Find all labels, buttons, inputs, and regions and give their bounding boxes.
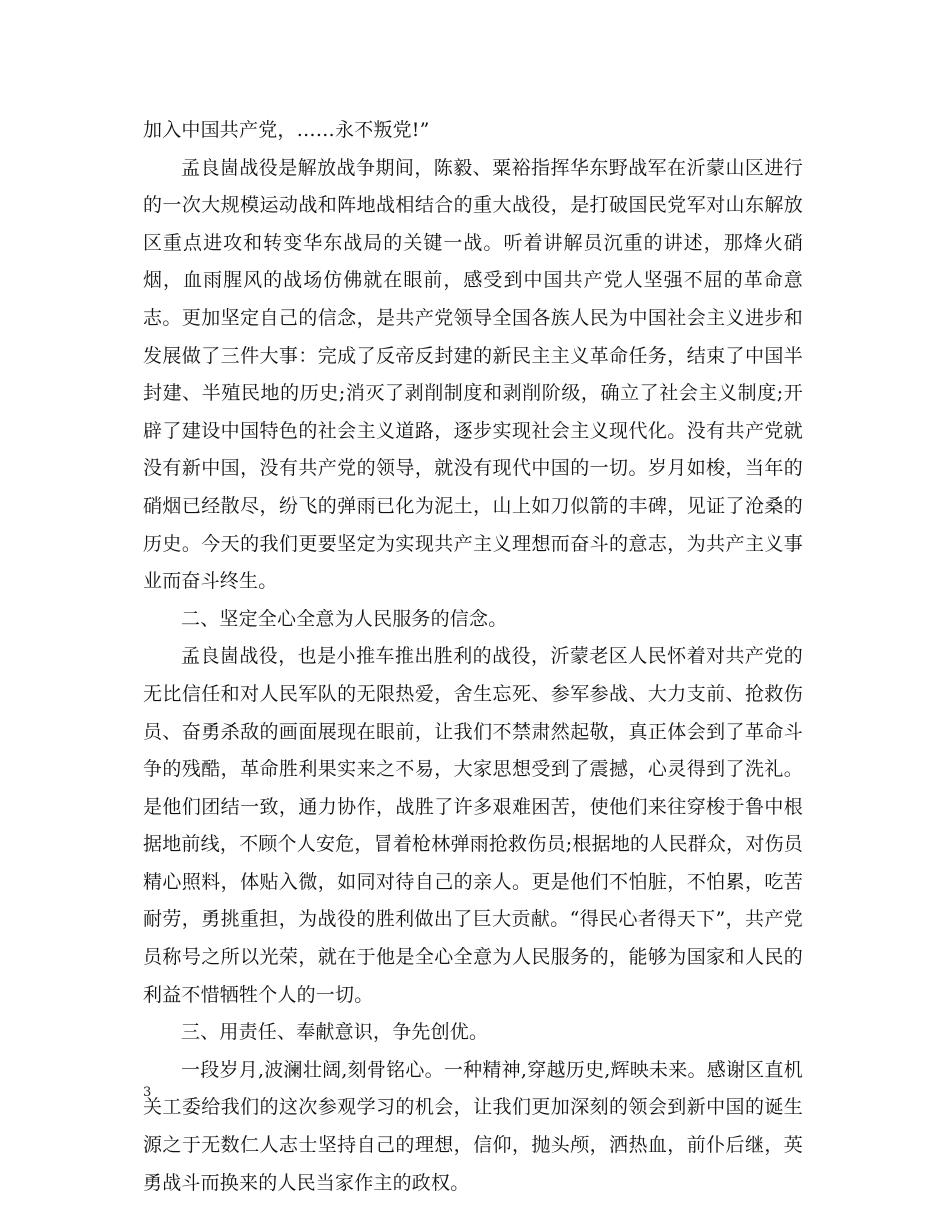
paragraph-closing: 一段岁月,波澜壮阔,刻骨铭心。一种精神,穿越历史,辉映未来。感谢区直机关工委给我们的这次参观学习的机会，让我们更加深刻的领会到新中国的诞生源之于无数仁人志士坚持自己的理想，信仰，抛头颅，洒热血，前仆后继，英勇战斗而换来的人民当家作主的政权。 xyxy=(143,1058,803,1194)
paragraph-menglianggu-battle: 孟良崮战役是解放战争期间，陈毅、粟裕指挥华东野战军在沂蒙山区进行的一次大规模运动战和阵地战相结合的重大战役，是打破国民党军对山东解放区重点进攻和转变华东战局的关键一战。听着讲解员沉重的讲述，那烽火硝烟，血雨腥风的战场仿佛就在眼前，感受到中国共产党人坚强不屈的革命意志。更加坚定自己的信念，是共产党领导全国各族人民为中国社会主义进步和发展做了三件大事：完成了反帝反封建的新民主主义革命任务，结束了中国半封建、半殖民地的历史;消灭了剥削制度和剥削阶级，确立了社会主义制度;开辟了建设中国特色的社会主义道路，逐步实现社会主义现代化。没有共产党就没有新中国，没有共产党的领导，就没有现代中国的一切。岁月如梭，当年的硝烟已经散尽，纷飞的弹雨已化为泥土，山上如刀似箭的丰碑，见证了沧桑的历史。今天的我们更要坚定为实现共产主义理想而奋斗的意志，为共产主义事业而奋斗终生。 xyxy=(143,156,803,593)
section-heading-two: 二、坚定全心全意为人民服务的信念。 xyxy=(181,607,508,630)
paragraph-continuation: 加入中国共产党，……永不叛党!” xyxy=(143,119,430,141)
page-number: 3 xyxy=(143,1085,152,1100)
paragraph-people-support: 孟良崮战役，也是小推车推出胜利的战役，沂蒙老区人民怀着对共产党的无比信任和对人民军队的无限热爱，舍生忘死、参军参战、大力支前、抢救伤员、奋勇杀敌的画面展现在眼前，让我们不禁肃然起敬，真正体会到了革命斗争的残酷，革命胜利果实来之不易，大家思想受到了震撼，心灵得到了洗礼。是他们团结一致，通力协作，战胜了许多艰难困苦，使他们来往穿梭于鲁中根据地前线，不顾个人安危，冒着枪林弹雨抢救伤员;根据地的人民群众，对伤员精心照料，体贴入微，如同对待自己的亲人。更是他们不怕脏，不怕累，吃苦耐劳，勇挑重担，为战役的胜利做出了巨大贡献。“得民心者得天下”，共产党员称号之所以光荣，就在于他是全心全意为人民服务的，能够为国家和人民的利益不惜牺牲个人的一切。 xyxy=(143,645,803,1006)
section-heading-three: 三、用责任、奉献意识，争先创优。 xyxy=(181,1021,489,1044)
document-body xyxy=(143,112,803,1202)
